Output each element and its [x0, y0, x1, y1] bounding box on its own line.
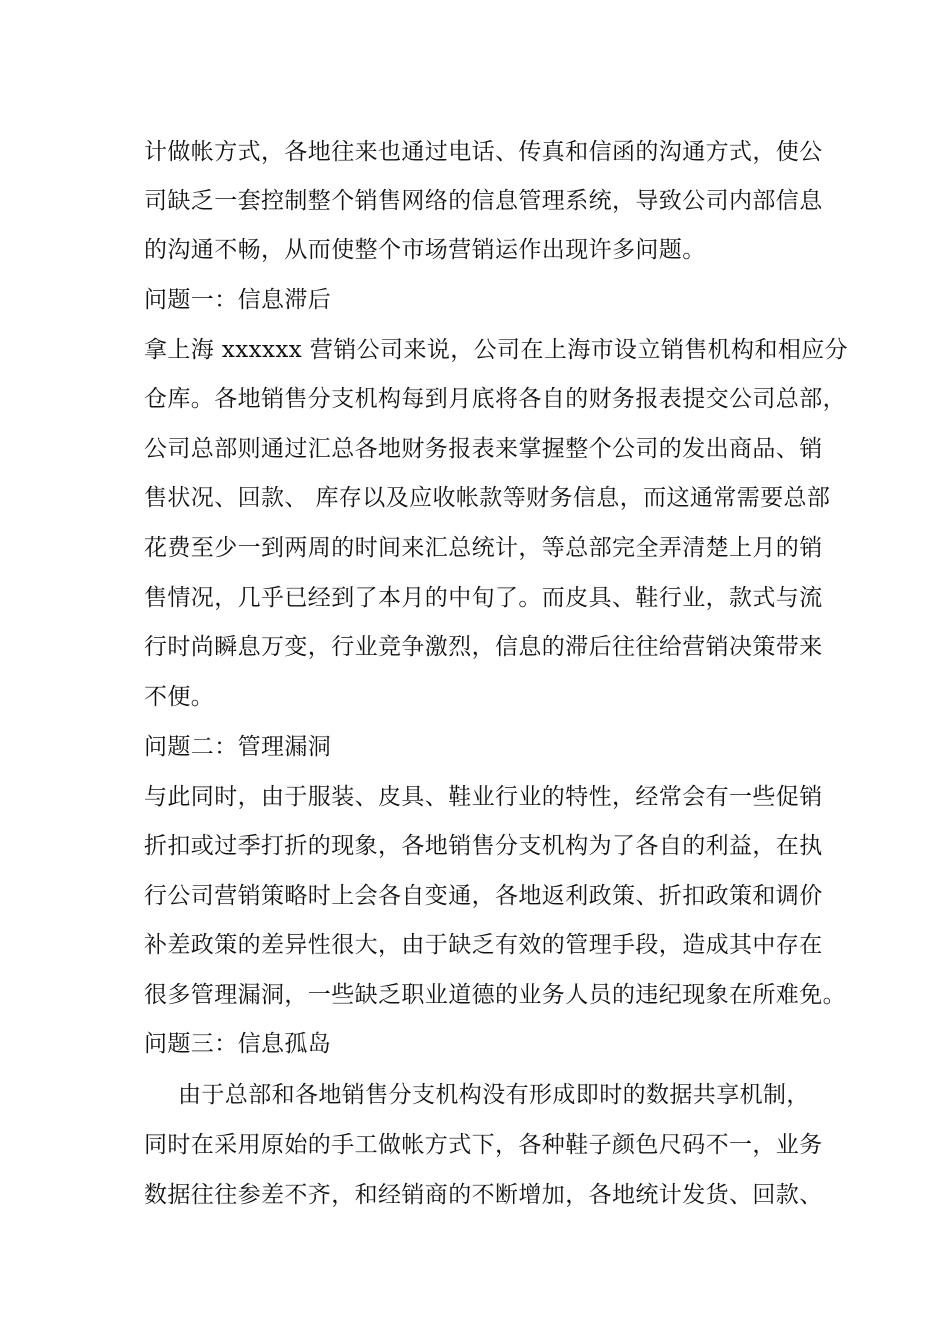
text-line: 补差政策的差异性很大，由于缺乏有效的管理手段，造成其中存在 [144, 932, 823, 958]
text-line: 与此同时，由于服装、皮具、鞋业行业的特性，经常会有一些促销 [144, 784, 823, 810]
text-line: 仓库。各地销售分支机构每到月底将各自的财务报表提交公司总部， [144, 386, 846, 412]
section-heading: 问题二：管理漏洞 [144, 734, 332, 760]
text-line: 售情况，几乎已经到了本月的中旬了。而皮具、鞋行业，款式与流 [144, 585, 823, 611]
text-line: 售状况、回款、 库存以及应收帐款等财务信息，而这通常需要总部 [144, 485, 831, 511]
text-line: 很多管理漏洞，一些缺乏职业道德的业务人员的违纪现象在所难免。 [144, 982, 846, 1008]
section-heading: 问题三：信息孤岛 [144, 1031, 332, 1057]
text-line: 司缺乏一套控制整个销售网络的信息管理系统，导致公司内部信息 [144, 188, 823, 214]
text-line: 同时在采用原始的手工做帐方式下，各种鞋子颜色尺码不一，业务 [144, 1132, 823, 1158]
text-line: 公司总部则通过汇总各地财务报表来掌握整个公司的发出商品、销 [144, 436, 823, 462]
text-line: 计做帐方式，各地往来也通过电话、传真和信函的沟通方式，使公 [144, 139, 823, 165]
text-line: 的沟通不畅，从而使整个市场营销运作出现许多问题。 [144, 237, 706, 263]
text-line: 折扣或过季打折的现象，各地销售分支机构为了各自的利益，在执 [144, 833, 823, 859]
text-line: 数据往往参差不齐，和经销商的不断增加，各地统计发货、回款、 [144, 1182, 823, 1208]
section-heading: 问题一：信息滞后 [144, 287, 332, 313]
text-line: 花费至少一到两周的时间来汇总统计，等总部完全弄清楚上月的销 [144, 535, 823, 561]
text-line: 拿上海 xxxxxx 营销公司来说，公司在上海市设立销售机构和相应分 [144, 337, 849, 363]
text-line: 由于总部和各地销售分支机构没有形成即时的数据共享机制， [178, 1082, 810, 1108]
text-line: 行公司营销策略时上会各自变通，各地返利政策、折扣政策和调价 [144, 883, 823, 909]
text-line: 不便。 [144, 684, 215, 710]
text-line: 行时尚瞬息万变，行业竞争激烈，信息的滞后往往给营销决策带来 [144, 634, 823, 660]
